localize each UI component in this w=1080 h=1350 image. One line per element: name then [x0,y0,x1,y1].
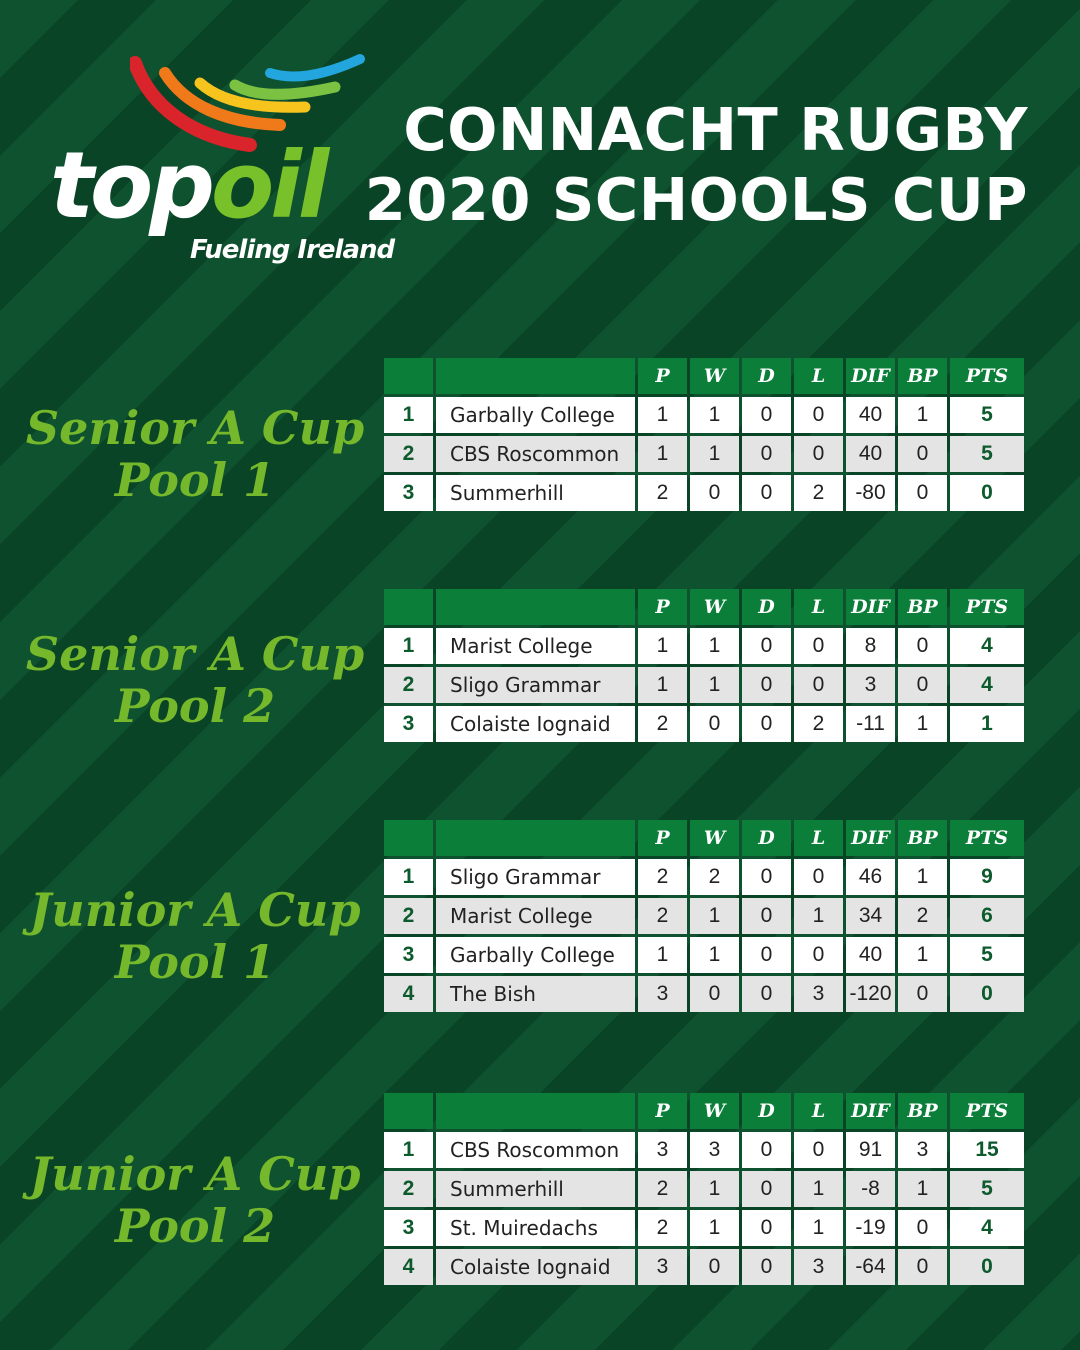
team-name-cell: CBS Roscommon [436,436,635,472]
points-cell: 0 [950,475,1024,511]
bonus-points-cell: 3 [898,1132,947,1168]
lost-cell: 0 [794,436,843,472]
lost-cell: 0 [794,1132,843,1168]
table-header-row [384,1093,1024,1129]
won-cell: 1 [690,628,739,664]
column-header [436,589,635,625]
table-row [384,1210,1024,1246]
standings-table-senior-pool-2 [381,586,1027,745]
lost-cell: 0 [794,859,843,895]
team-name-cell: St. Muiredachs [436,1210,635,1246]
lost-cell: 2 [794,706,843,742]
played-cell: 1 [638,667,687,703]
drawn-cell: 0 [742,667,791,703]
column-header: DIF [846,820,895,856]
team-name-cell: Garbally College [436,937,635,973]
points-cell: 9 [950,859,1024,895]
rank-cell: 4 [384,976,433,1012]
points-cell: 5 [950,937,1024,973]
table-row [384,859,1024,895]
column-header: BP [898,1093,947,1129]
points-cell: 4 [950,1210,1024,1246]
column-header: PTS [950,358,1024,394]
drawn-cell: 0 [742,475,791,511]
column-header: P [638,589,687,625]
won-cell: 1 [690,436,739,472]
won-cell: 1 [690,937,739,973]
logo-tagline: Fueling Ireland [190,235,395,265]
won-cell: 1 [690,898,739,934]
played-cell: 2 [638,859,687,895]
rank-cell: 3 [384,475,433,511]
column-header: DIF [846,358,895,394]
bonus-points-cell: 1 [898,706,947,742]
lost-cell: 0 [794,628,843,664]
lost-cell: 3 [794,976,843,1012]
rank-cell: 3 [384,937,433,973]
won-cell: 0 [690,1249,739,1285]
column-header: W [690,1093,739,1129]
points-cell: 4 [950,667,1024,703]
table-row [384,628,1024,664]
table-row [384,976,1024,1012]
standings-table-senior-pool-1 [381,355,1027,514]
difference-cell: 34 [846,898,895,934]
lost-cell: 0 [794,937,843,973]
lost-cell: 3 [794,1249,843,1285]
rank-cell: 2 [384,1171,433,1207]
drawn-cell: 0 [742,628,791,664]
table-header-row [384,358,1024,394]
rank-cell: 1 [384,859,433,895]
drawn-cell: 0 [742,706,791,742]
logo-wordmark: topoil [50,132,326,239]
team-name-cell: CBS Roscommon [436,1132,635,1168]
points-cell: 5 [950,436,1024,472]
column-header [384,1093,433,1129]
column-header: W [690,358,739,394]
column-header: P [638,1093,687,1129]
page-title [365,95,1028,235]
drawn-cell: 0 [742,1171,791,1207]
difference-cell: 40 [846,397,895,433]
played-cell: 2 [638,1171,687,1207]
played-cell: 2 [638,898,687,934]
team-name-cell: The Bish [436,976,635,1012]
rank-cell: 4 [384,1249,433,1285]
played-cell: 2 [638,475,687,511]
column-header [436,358,635,394]
bonus-points-cell: 0 [898,1249,947,1285]
standings-table-junior-pool-2 [381,1090,1027,1288]
column-header: BP [898,358,947,394]
won-cell: 1 [690,1210,739,1246]
column-header: W [690,820,739,856]
bonus-points-cell: 0 [898,628,947,664]
played-cell: 3 [638,1249,687,1285]
lost-cell: 2 [794,475,843,511]
column-header: P [638,358,687,394]
drawn-cell: 0 [742,1132,791,1168]
table-row [384,1249,1024,1285]
bonus-points-cell: 0 [898,436,947,472]
bonus-points-cell: 1 [898,1171,947,1207]
played-cell: 1 [638,436,687,472]
played-cell: 1 [638,937,687,973]
column-header: PTS [950,820,1024,856]
lost-cell: 1 [794,1171,843,1207]
column-header: D [742,1093,791,1129]
bonus-points-cell: 2 [898,898,947,934]
difference-cell: -11 [846,706,895,742]
points-cell: 5 [950,397,1024,433]
column-header: P [638,820,687,856]
column-header [384,358,433,394]
bonus-points-cell: 0 [898,1210,947,1246]
table-row [384,475,1024,511]
bonus-points-cell: 0 [898,667,947,703]
rank-cell: 1 [384,1132,433,1168]
played-cell: 2 [638,706,687,742]
bonus-points-cell: 1 [898,397,947,433]
lost-cell: 0 [794,667,843,703]
bonus-points-cell: 0 [898,475,947,511]
table-row [384,397,1024,433]
table-header-row [384,589,1024,625]
lost-cell: 1 [794,898,843,934]
column-header [384,820,433,856]
column-header: L [794,820,843,856]
points-cell: 15 [950,1132,1024,1168]
team-name-cell: Colaiste Iognaid [436,706,635,742]
column-header: D [742,589,791,625]
team-name-cell: Marist College [436,628,635,664]
lost-cell: 1 [794,1210,843,1246]
pool-label-senior-2: Senior A Cup Pool 2 [25,627,365,733]
title-line-2: 2020 SCHOOLS CUP [364,165,1028,234]
points-cell: 0 [950,976,1024,1012]
team-name-cell: Garbally College [436,397,635,433]
played-cell: 1 [638,397,687,433]
points-cell: 1 [950,706,1024,742]
column-header [436,820,635,856]
table-row [384,706,1024,742]
rank-cell: 1 [384,628,433,664]
played-cell: 1 [638,628,687,664]
column-header: BP [898,820,947,856]
rank-cell: 2 [384,436,433,472]
drawn-cell: 0 [742,397,791,433]
column-header: PTS [950,589,1024,625]
rank-cell: 1 [384,397,433,433]
points-cell: 6 [950,898,1024,934]
table-row [384,1171,1024,1207]
difference-cell: -19 [846,1210,895,1246]
won-cell: 0 [690,976,739,1012]
drawn-cell: 0 [742,436,791,472]
difference-cell: 8 [846,628,895,664]
table-row [384,898,1024,934]
difference-cell: -64 [846,1249,895,1285]
pool-label-senior-1: Senior A Cup Pool 1 [25,401,365,507]
points-cell: 0 [950,1249,1024,1285]
won-cell: 2 [690,859,739,895]
column-header [384,589,433,625]
table-row [384,667,1024,703]
drawn-cell: 0 [742,976,791,1012]
team-name-cell: Marist College [436,898,635,934]
difference-cell: -80 [846,475,895,511]
difference-cell: -8 [846,1171,895,1207]
played-cell: 3 [638,1132,687,1168]
table-header-row [384,820,1024,856]
won-cell: 0 [690,475,739,511]
rank-cell: 2 [384,667,433,703]
difference-cell: 40 [846,937,895,973]
won-cell: 1 [690,1171,739,1207]
played-cell: 2 [638,1210,687,1246]
table-row [384,436,1024,472]
pool-label-junior-2: Junior A Cup Pool 2 [29,1147,361,1253]
standings-table-junior-pool-1 [381,817,1027,1015]
team-name-cell: Summerhill [436,475,635,511]
column-header: DIF [846,589,895,625]
table-row [384,937,1024,973]
lost-cell: 0 [794,397,843,433]
won-cell: 0 [690,706,739,742]
drawn-cell: 0 [742,1249,791,1285]
column-header: D [742,358,791,394]
difference-cell: -120 [846,976,895,1012]
bonus-points-cell: 1 [898,859,947,895]
column-header: W [690,589,739,625]
won-cell: 1 [690,667,739,703]
points-cell: 4 [950,628,1024,664]
column-header: PTS [950,1093,1024,1129]
bonus-points-cell: 0 [898,976,947,1012]
won-cell: 3 [690,1132,739,1168]
team-name-cell: Sligo Grammar [436,859,635,895]
difference-cell: 3 [846,667,895,703]
team-name-cell: Colaiste Iognaid [436,1249,635,1285]
column-header: BP [898,589,947,625]
played-cell: 3 [638,976,687,1012]
bonus-points-cell: 1 [898,937,947,973]
won-cell: 1 [690,397,739,433]
rank-cell: 2 [384,898,433,934]
points-cell: 5 [950,1171,1024,1207]
title-line-1: CONNACHT RUGBY [403,95,1028,164]
rank-cell: 3 [384,706,433,742]
column-header: D [742,820,791,856]
drawn-cell: 0 [742,1210,791,1246]
column-header: L [794,358,843,394]
column-header [436,1093,635,1129]
rank-cell: 3 [384,1210,433,1246]
team-name-cell: Summerhill [436,1171,635,1207]
difference-cell: 46 [846,859,895,895]
pool-label-junior-1: Junior A Cup Pool 1 [29,883,361,989]
drawn-cell: 0 [742,898,791,934]
top-oil-logo [40,45,400,275]
column-header: L [794,1093,843,1129]
difference-cell: 40 [846,436,895,472]
drawn-cell: 0 [742,937,791,973]
column-header: DIF [846,1093,895,1129]
drawn-cell: 0 [742,859,791,895]
column-header: L [794,589,843,625]
table-row [384,1132,1024,1168]
team-name-cell: Sligo Grammar [436,667,635,703]
difference-cell: 91 [846,1132,895,1168]
